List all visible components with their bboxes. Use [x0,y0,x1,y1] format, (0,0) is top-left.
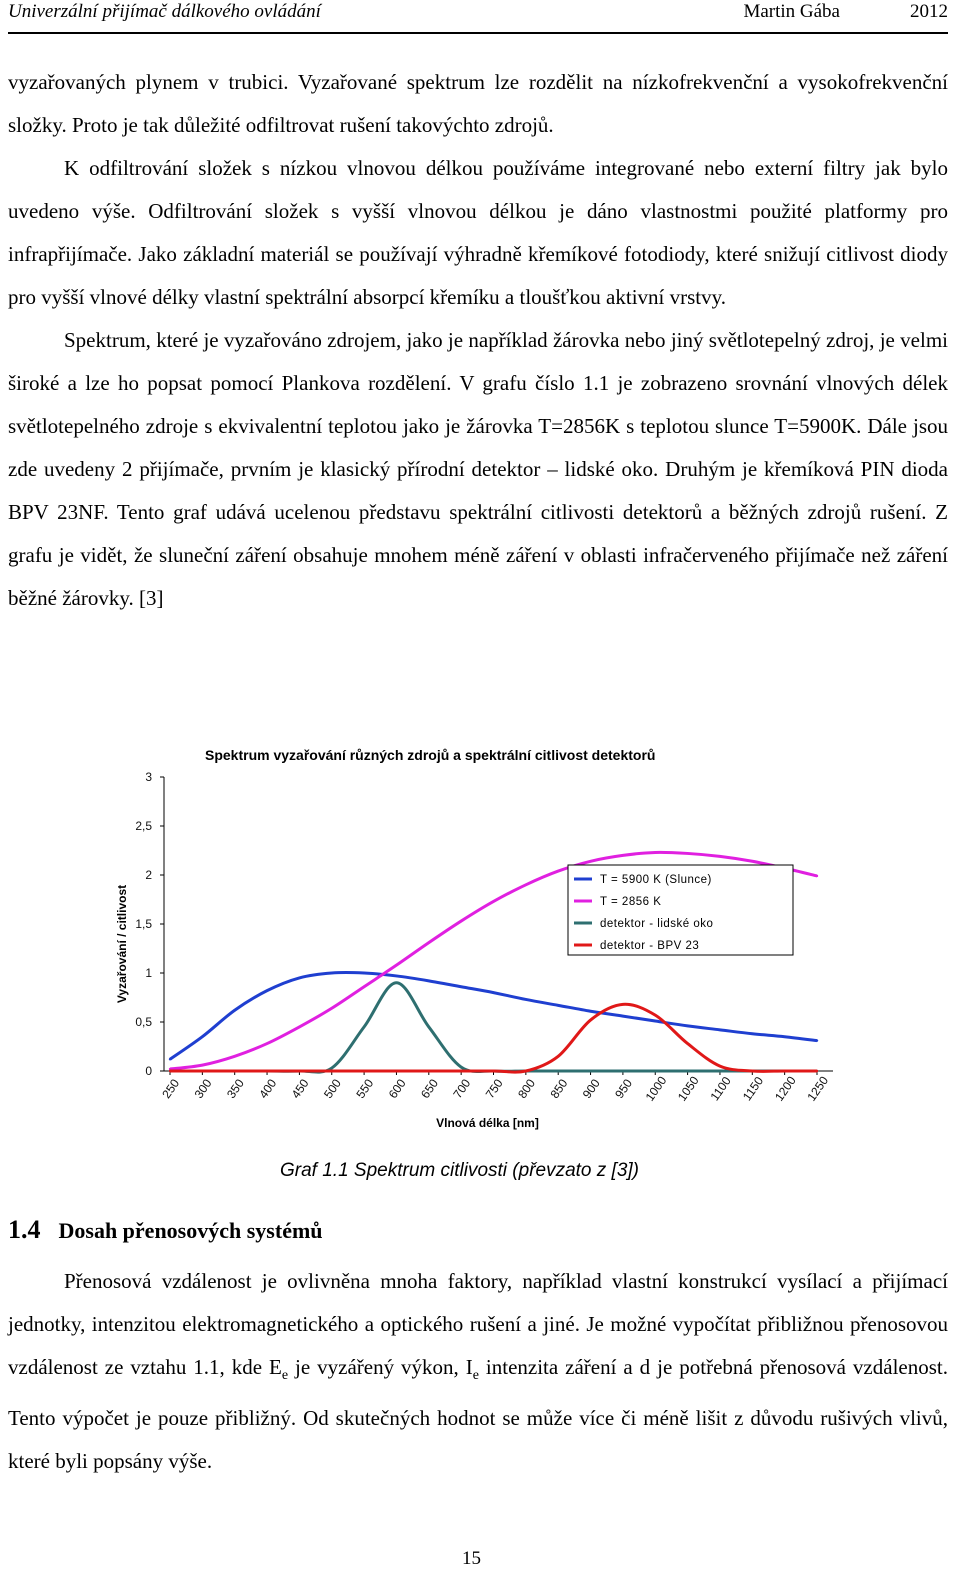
data-point [169,1070,171,1072]
x-tick-label: 800 [515,1076,539,1101]
data-point [298,1026,300,1028]
data-point [589,1019,591,1021]
x-tick-label: 1000 [642,1073,670,1104]
data-point [557,1004,559,1006]
data-point [266,1042,268,1044]
y-axis-title: Vyzařování / citlivost [115,884,129,1004]
data-point [363,1070,365,1072]
header-title: Univerzální přijímač dálkového ovládání [8,1,321,22]
paragraph-3: Spektrum, které je vyzařováno zdrojem, jako je například žárovka nebo jiný světlotepelný zdroj, je velmi široké a lze ho popsat pomocí Plankova rozdělení. V grafu číslo 1.1 je zobrazeno srovnání vlnových délek světlotepelného zdroje s ekvivalentní teplotou jako je žárovka T=2856K s teplotou slunce T=5900K. Dále jsou zde uvedeny 2 přijímače, prvním je klasický přírodní detektor – lidské oko. Druhým je křemíková PIN dioda BPV 23NF. Tento graf udává ucelenou představu spektrální citlivosti detektorů a běžných zdrojů rušení. Z grafu je vidět, že sluneční záření obsahuje mnohem méně záření v oblasti infračerveného přijímače než záření běžné žárovky. [3] [8,328,948,610]
data-point [622,1015,624,1017]
data-point [622,1003,624,1005]
series-line-4 [170,1004,817,1072]
data-point [719,855,721,857]
data-point [816,1070,818,1072]
data-point [363,986,365,988]
data-point [428,1026,430,1028]
x-tick-label: 1150 [739,1074,767,1104]
data-point [816,875,818,877]
header-author: Martin Gába [743,1,840,22]
data-point [331,1070,333,1072]
data-point [395,964,397,966]
x-axis-title: Vlnová délka [nm] [436,1116,539,1130]
data-point [428,980,430,982]
data-point [234,1055,236,1057]
y-tick-label: 1 [145,966,152,980]
data-point [169,1058,171,1060]
paragraph-4-part-c: intenzita záření a d je potřebná přenosová vzdálenost. Tento výpočet je pouze přibližný. Od skutečných hodnot se může více či méně lišit z důvodu rušivých vlivů, které byli popsány výše. [8,1355,948,1474]
data-point [492,991,494,993]
paragraph-4-part-a: Přenosová vzdálenost je ovlivněna mnoha faktory, například vlastní konstrukcí vysílací a přijímací jednotky, intenzitou elektromagnetického a optického rušení a jiné. Je možné vypočítat přibližnou přenosovou vzdálenost ze vztahu 1.1, kde E [8,1269,948,1379]
x-tick-label: 1250 [804,1073,832,1104]
x-tick-label: 1100 [707,1074,734,1104]
data-point [557,870,559,872]
legend-entry: T = 2856 K [600,896,662,908]
legend-entry: T = 5900 K (Slunce) [600,874,712,886]
data-point [395,975,397,977]
data-point [783,1070,785,1072]
data-point [589,1010,591,1012]
y-tick-label: 0 [145,1064,152,1078]
data-point [557,1055,559,1057]
data-point [363,1026,365,1028]
data-point [201,1036,203,1038]
data-point [686,1070,688,1072]
section-heading [8,1215,323,1245]
data-point [622,854,624,856]
data-point [816,1039,818,1041]
paragraph-2: K odfiltrování složek s nízkou vlnovou délkou používáme integrované nebo externí filtry jak bylo uvedeno výše. Odfiltrování složek s vyšší vlnovou délkou je dáno vlastnostmi použité platformy pro infrapřijímače. Jako základní materiál se používají výhradně křemíkové fotodiody, které snižují citlivost diody pro vyšší vlnové délky vlastní spektrální absorpcí křemíku a tloušťkou aktivní vrstvy. [8,156,948,309]
header-year: 2012 [910,1,948,22]
data-point [331,972,333,974]
data-point [234,1009,236,1011]
figure-caption: Graf 1.1 Spektrum citlivosti (převzato z [3]) [280,1160,640,1181]
data-point [201,1064,203,1066]
x-tick-label: 550 [353,1076,377,1101]
x-tick-label: 750 [482,1076,506,1101]
data-point [654,1070,656,1072]
section-number: 1.4 [8,1215,41,1244]
x-tick-label: 900 [579,1076,603,1101]
x-tick-label: 1050 [674,1073,702,1104]
data-point [622,1070,624,1072]
data-point [428,1070,430,1072]
chart-title: Spektrum vyzařování různých zdrojů a spektrální citlivost detektorů [205,747,656,763]
data-point [363,972,365,974]
x-tick-label: 700 [450,1076,474,1101]
y-tick-label: 3 [145,770,152,784]
data-point [201,1070,203,1072]
x-tick-label: 300 [191,1076,215,1101]
running-header [8,0,948,34]
data-point [298,977,300,979]
y-tick-label: 1,5 [135,917,152,931]
data-point [525,998,527,1000]
data-point [395,1070,397,1072]
data-point [266,1070,268,1072]
paragraph-4 [8,1260,948,1483]
paragraph-4-part-b: je vyzářený výkon, I [288,1355,473,1379]
data-point [783,1036,785,1038]
legend-entry: detektor - lidské oko [600,918,714,930]
data-point [395,982,397,984]
data-point [234,1070,236,1072]
x-tick-label: 600 [385,1076,409,1101]
data-point [654,1014,656,1016]
data-point [654,1020,656,1022]
section-title: Dosah přenosových systémů [58,1218,323,1243]
data-point [686,852,688,854]
data-point [525,1070,527,1072]
series-line-3 [170,983,817,1072]
data-point [460,920,462,922]
x-tick-label: 250 [159,1076,183,1101]
subscript-e: e [281,1368,289,1384]
series-line-1 [170,973,817,1060]
data-point [557,1070,559,1072]
data-point [492,900,494,902]
data-point [266,989,268,991]
data-point [751,860,753,862]
body-text-bottom [8,1260,948,1483]
paragraph-1: vyzařovaných plynem v trubici. Vyzařované spektrum lze rozdělit na nízkofrekvenční a vysokofrekvenční složky. Proto je tak důležité odfiltrovat rušení takovýchto zdrojů. [8,70,948,137]
data-point [719,1065,721,1067]
data-point [298,1070,300,1072]
spectrum-chart [108,735,838,1145]
body-text-top [8,61,948,620]
x-tick-label: 450 [288,1076,312,1101]
data-point [654,851,656,853]
page-number: 15 [462,1548,481,1569]
data-point [719,1029,721,1031]
data-point [460,1070,462,1072]
data-point [751,1033,753,1035]
x-tick-label: 500 [320,1076,344,1101]
data-point [525,884,527,886]
data-point [331,1007,333,1009]
x-tick-label: 850 [547,1076,571,1101]
y-tick-label: 2 [145,868,152,882]
data-point [686,1025,688,1027]
data-point [492,1070,494,1072]
x-tick-label: 350 [223,1076,247,1101]
data-point [460,986,462,988]
data-point [589,1070,591,1072]
data-point [331,1067,333,1069]
x-tick-label: 650 [418,1076,442,1101]
data-point [460,1066,462,1068]
y-tick-label: 0,5 [135,1015,152,1029]
data-point [751,1070,753,1072]
legend-entry: detektor - BPV 23 [600,940,700,952]
data-point [589,860,591,862]
subscript-e: e [472,1368,479,1384]
data-point [686,1042,688,1044]
y-tick-label: 2,5 [135,819,152,833]
x-tick-label: 400 [256,1076,280,1101]
data-point [719,1070,721,1072]
x-tick-label: 950 [612,1076,636,1101]
x-tick-label: 1200 [771,1073,799,1104]
data-point [428,941,430,943]
